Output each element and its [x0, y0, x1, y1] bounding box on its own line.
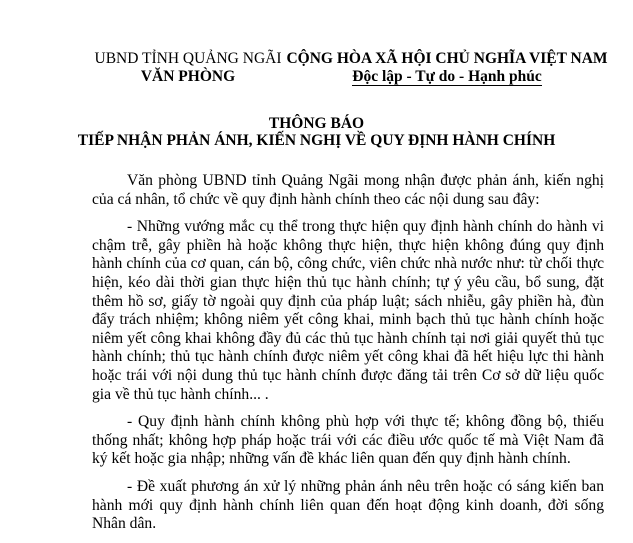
national-title: CỘNG HÒA XÃ HỘI CHỦ NGHĨA VIỆT NAM: [286, 50, 608, 67]
document-title: [0, 115, 633, 149]
issuing-agency-header: [88, 50, 288, 86]
list-item-3: - Đề xuất phương án xử lý những phản ánh nêu trên hoặc có sáng kiến ban hành mới quy định hành chính liên quan đến hoạt động kinh doanh, đời sống Nhân dân.: [92, 477, 604, 533]
province-committee-name: UBND TỈNH QUẢNG NGÃI: [94, 50, 282, 67]
list-item-1: - Những vướng mắc cụ thể trong thực hiện quy định hành chính do hành vi chậm trễ, gây phiền hà hoặc không thực hiện, thực hiện không đúng quy định hành chính của cơ quan, cán bộ, công chức, viên chức nhà nước như: từ chối thực hiện, kéo dài thời gian thực hiện thủ tục hành chính; tự ý yêu cầu, bổ sung, đặt thêm hồ sơ, giấy tờ ngoài quy định của pháp luật; sách nhiễu, gây phiền hà, đùn đẩy trách nhiệm; không niêm yết công khai, minh bạch thủ tục hành chính hoặc niêm yết công khai không đầy đủ các thủ tục hành chính tại nơi giải quyết thủ tục hành chính; thủ tục hành chính được niêm yết công khai đã hết hiệu lực thi hành hoặc trái với nội dung thủ tục hành chính được đăng tải trên Cơ sở dữ liệu quốc gia về thủ tục hành chính... .: [92, 218, 604, 403]
intro-paragraph: Văn phòng UBND tỉnh Quảng Ngãi mong nhận được phản ánh, kiến nghị của cá nhân, tổ chức về quy định hành chính theo các nội dung sau đây:: [92, 172, 604, 208]
title-line-1: THÔNG BÁO: [268, 115, 365, 132]
list-item-2: - Quy định hành chính không phù hợp với thực tế; không đồng bộ, thiếu thống nhất; không hợp pháp hoặc trái với các điều ước quốc tế mà Việt Nam đã ký kết hoặc gia nhập; những vấn đề khác liên quan đến quy định hành chính.: [92, 413, 604, 468]
document-body: [92, 172, 604, 543]
office-name: VĂN PHÒNG: [140, 68, 236, 85]
title-line-2: TIẾP NHẬN PHẢN ÁNH, KIẾN NGHỊ VỀ QUY ĐỊNH HÀNH CHÍNH: [77, 132, 556, 149]
national-header: [282, 50, 612, 86]
national-motto: Độc lập - Tự do - Hạnh phúc: [352, 68, 542, 85]
